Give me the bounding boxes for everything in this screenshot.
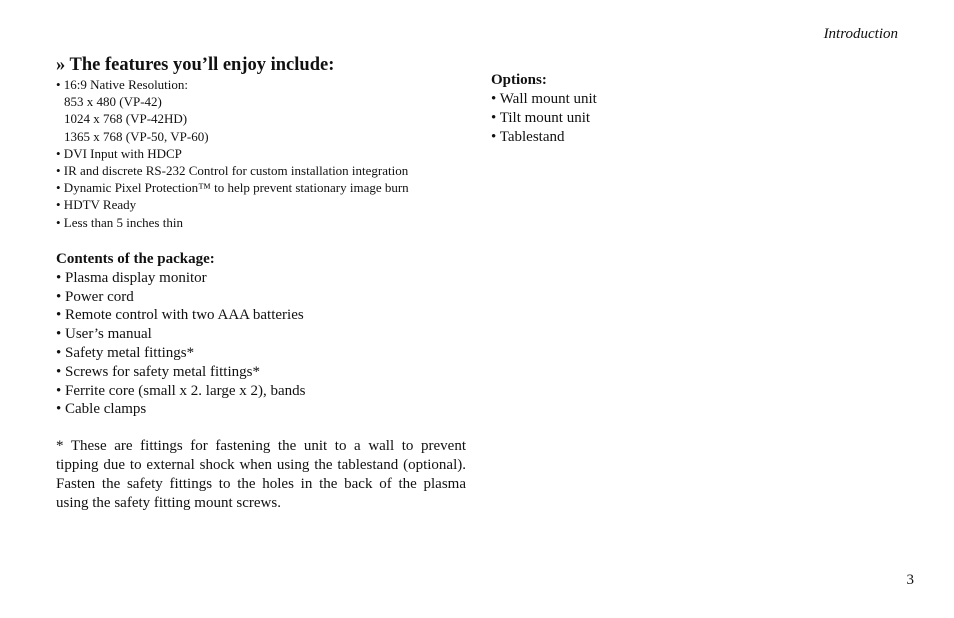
contents-item: • Ferrite core (small x 2. large x 2), bands bbox=[56, 382, 306, 399]
option-item: • Wall mount unit bbox=[491, 91, 597, 107]
contents-item: • Cable clamps bbox=[56, 401, 147, 418]
feature-item: • Dynamic Pixel Protection™ to help prevent stationary image burn bbox=[56, 180, 409, 196]
feature-item: • 16:9 Native Resolution: bbox=[56, 77, 189, 92]
fittings-footnote: * These are fittings for fastening the unit to a wall to prevent tipping due to external shock when using the tablestand (optional). Fasten the safety fittings to the holes in the back of the plasma using the safety fitting mount screws. bbox=[56, 438, 466, 511]
contents-heading: Contents of the package: bbox=[56, 250, 215, 267]
section-title: Introduction bbox=[823, 26, 898, 42]
option-item: • Tilt mount unit bbox=[491, 109, 591, 126]
options-list bbox=[491, 90, 791, 146]
feature-item: • HDTV Ready bbox=[56, 197, 137, 213]
option-item: • Tablestand bbox=[491, 128, 565, 145]
page-number: 3 bbox=[906, 572, 914, 588]
contents-item: • User’s manual bbox=[56, 326, 152, 343]
feature-item: • IR and discrete RS-232 Control for custom installation integration bbox=[56, 163, 409, 179]
feature-item: • Less than 5 inches thin bbox=[56, 214, 183, 230]
contents-item: • Safety metal fittings* bbox=[56, 345, 195, 362]
left-column bbox=[56, 54, 466, 512]
right-column bbox=[491, 71, 791, 146]
features-list bbox=[56, 76, 466, 231]
options-heading: Options: bbox=[491, 72, 547, 88]
feature-subitem: 1365 x 768 (VP-50, VP-60) bbox=[64, 128, 209, 144]
contents-item: • Screws for safety metal fittings* bbox=[56, 363, 260, 380]
contents-item: • Remote control with two AAA batteries bbox=[56, 307, 304, 324]
contents-list bbox=[56, 269, 466, 419]
contents-item: • Power cord bbox=[56, 288, 134, 305]
feature-subitem: 853 x 480 (VP-42) bbox=[64, 94, 162, 110]
features-heading: » The features you’ll enjoy include: bbox=[56, 55, 335, 75]
contents-item: • Plasma display monitor bbox=[56, 269, 207, 286]
feature-item: • DVI Input with HDCP bbox=[56, 145, 182, 161]
feature-subitem: 1024 x 768 (VP-42HD) bbox=[64, 111, 188, 127]
